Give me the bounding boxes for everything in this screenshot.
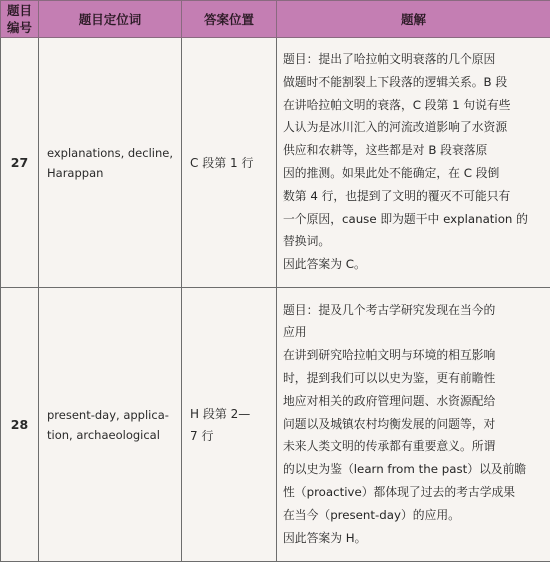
table-row — [1, 38, 550, 288]
table-row — [1, 288, 550, 562]
position-line: 7 行 — [190, 425, 276, 447]
keywords-line: explanations, decline, — [47, 143, 181, 163]
header-answer-position: 答案位置 — [182, 1, 277, 38]
explanation-line: 因的推测。如果此处不能确定，在 C 段倒 — [283, 162, 544, 185]
explanation-line: 性（proactive）都体现了过去的考古学成果 — [283, 481, 544, 504]
explanation-line: 地应对相关的政府管理问题、水资源配给 — [283, 390, 544, 413]
explanation-cell — [277, 288, 550, 562]
header-question-number — [1, 1, 39, 38]
header-num-line-1: 题目 — [1, 2, 38, 19]
explanation-line: 题目：提及几个考古学研究发现在当今的 — [283, 299, 544, 322]
keywords-cell — [39, 38, 182, 288]
answer-position: C 段第 1 行 — [182, 38, 277, 288]
explanation-line: 因此答案为 H。 — [283, 527, 544, 550]
keywords-cell — [39, 288, 182, 562]
keywords-line: present-day, applica- — [47, 405, 181, 425]
header-explanation: 题解 — [277, 1, 550, 38]
explanation-line: 在当今（present-day）的应用。 — [283, 504, 544, 527]
explanation-line: 供应和农耕等，这些都是对 B 段衰落原 — [283, 139, 544, 162]
explanation-line: 一个原因，cause 即为题干中 explanation 的 — [283, 208, 544, 231]
keywords-line: Harappan — [47, 163, 181, 183]
header-num-line-2: 编号 — [1, 19, 38, 36]
question-number: 28 — [1, 288, 39, 562]
explanation-line: 在讲到研究哈拉帕文明与环境的相互影响 — [283, 344, 544, 367]
explanation-line: 应用 — [283, 321, 544, 344]
explanation-line: 做题时不能割裂上下段落的逻辑关系。B 段 — [283, 71, 544, 94]
explanation-line: 在讲哈拉帕文明的衰落，C 段第 1 句说有些 — [283, 94, 544, 117]
explanation-line: 问题以及城镇农村均衡发展的问题等，对 — [283, 413, 544, 436]
answer-position — [182, 288, 277, 562]
explanation-line: 题目：提出了哈拉帕文明衰落的几个原因 — [283, 48, 544, 71]
question-number: 27 — [1, 38, 39, 288]
explanation-line: 替换词。 — [283, 230, 544, 253]
position-line: H 段第 2— — [190, 403, 276, 425]
keywords-line: tion, archaeological — [47, 425, 181, 445]
header-keywords: 题目定位词 — [39, 1, 182, 38]
explanation-line: 人认为是冰川汇入的河流改道影响了水资源 — [283, 116, 544, 139]
explanation-line: 时，提到我们可以以史为鉴，更有前瞻性 — [283, 367, 544, 390]
explanation-line: 的以史为鉴（learn from the past）以及前瞻 — [283, 458, 544, 481]
header-row — [1, 1, 550, 38]
explanation-line: 因此答案为 C。 — [283, 253, 544, 276]
explanation-cell — [277, 38, 550, 288]
explanation-line: 数第 4 行，也提到了文明的覆灭不可能只有 — [283, 185, 544, 208]
explanation-line: 未来人类文明的传承都有重要意义。所谓 — [283, 435, 544, 458]
